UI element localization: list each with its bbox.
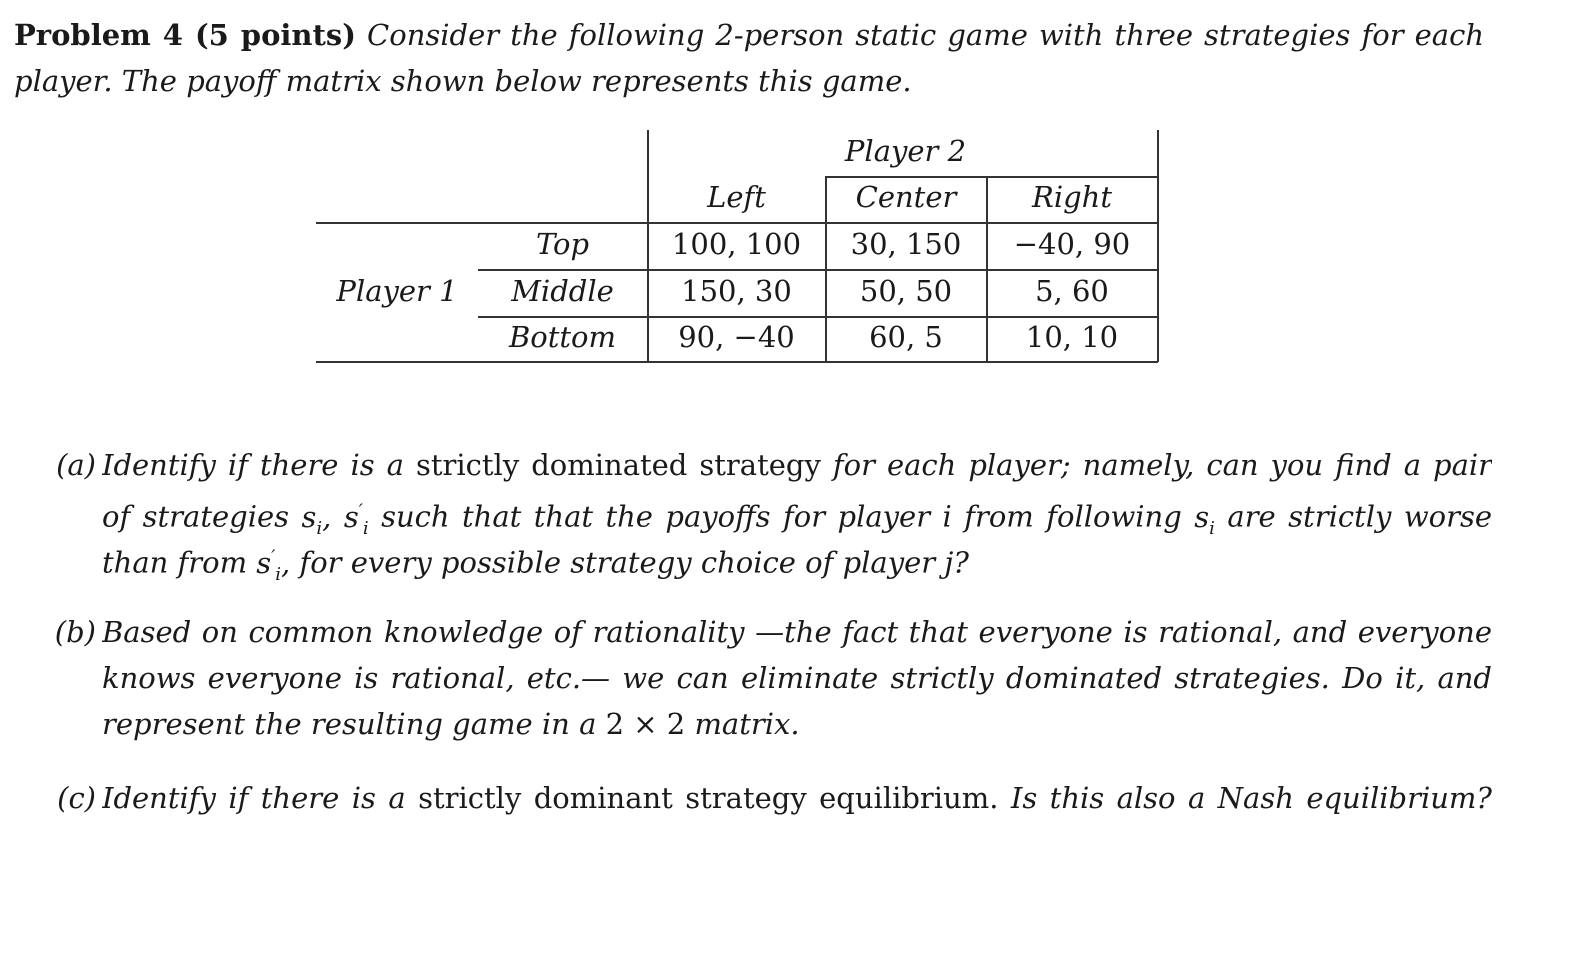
column-header-left: Left (707, 180, 766, 214)
part-a-text: are strictly worse (1227, 499, 1492, 534)
payoff-matrix (0, 0, 1592, 400)
math-s: s (343, 499, 359, 534)
math-s: s (301, 499, 317, 534)
part-a-term: strictly dominated strategy (415, 448, 821, 482)
part-c-line-1 (102, 775, 1492, 821)
part-c-term: strictly dominant strategy equilibrium. (418, 781, 999, 815)
math-s: s (256, 545, 272, 580)
part-a-line-3 (102, 534, 1492, 585)
row-label-bottom: Bottom (508, 320, 617, 354)
payoff-cell: 10, 10 (1025, 320, 1119, 354)
part-a-text: Identify if there is a (102, 448, 404, 482)
part-a (56, 442, 1492, 585)
column-header-center: Center (855, 180, 957, 214)
intro-text-1: Consider the following 2-person static game with three strategies for each (367, 18, 1484, 52)
part-c (57, 775, 1492, 821)
matrix-divider (1157, 130, 1159, 362)
part-b-line-2: knows everyone is rational, etc.— we can eliminate strictly dominated strategies. Do it, and (102, 661, 1492, 695)
part-a-text: than from (102, 545, 248, 580)
row-player-label: Player 1 (336, 274, 458, 308)
payoff-cell: 5, 60 (1035, 274, 1109, 308)
column-header-right: Right (1031, 180, 1112, 214)
part-b-text: matrix. (694, 707, 800, 741)
math-2x2: 2 × 2 (605, 707, 686, 741)
part-a-text: such that that the payoffs for player i from following (381, 499, 1182, 534)
payoff-cell: 30, 150 (850, 227, 962, 261)
math-s: s (1194, 499, 1210, 534)
row-label-top: Top (535, 227, 590, 261)
matrix-divider (316, 361, 1158, 363)
payoff-cell: 50, 50 (859, 274, 953, 308)
part-b-line-3 (102, 701, 1492, 747)
part-c-label: (c) (57, 781, 96, 815)
problem-heading: Problem 4 (5 points) (14, 18, 356, 52)
part-a-label: (a) (56, 448, 96, 482)
payoff-cell: 100, 100 (671, 227, 802, 261)
math-si: $s_i$ (1194, 499, 1215, 534)
intro-line-2: player. The payoff matrix shown below represents this game. (14, 64, 912, 98)
column-player-label: Player 2 (844, 134, 967, 168)
part-a-text: of strategies (102, 499, 290, 534)
part-b-label: (b) (54, 615, 96, 649)
math-si-prime: $s'_i$, (256, 545, 291, 585)
part-c-text: Is this also a Nash equilibrium? (1010, 781, 1492, 815)
payoff-cell: 150, 30 (681, 274, 792, 308)
row-label-middle: Middle (511, 274, 614, 308)
math-si-pair: $s_i$, $s'_i$ (301, 499, 369, 534)
part-a-line-2 (102, 488, 1492, 534)
part-c-text: Identify if there is a (102, 781, 406, 815)
part-b (54, 609, 1492, 747)
part-a-text: for each player; namely, can you find a pair (832, 448, 1492, 482)
part-b-line-1: Based on common knowledge of rationality —the fact that everyone is rational, and everyone (102, 615, 1492, 649)
part-a-text: for every possible strategy choice of player j? (299, 545, 969, 580)
part-a-line-1 (102, 442, 1492, 488)
payoff-cell: 90, −40 (678, 320, 795, 354)
payoff-cell: −40, 90 (1013, 227, 1131, 261)
part-b-text: represent the resulting game in a (102, 707, 597, 741)
payoff-cell: 60, 5 (869, 320, 943, 354)
